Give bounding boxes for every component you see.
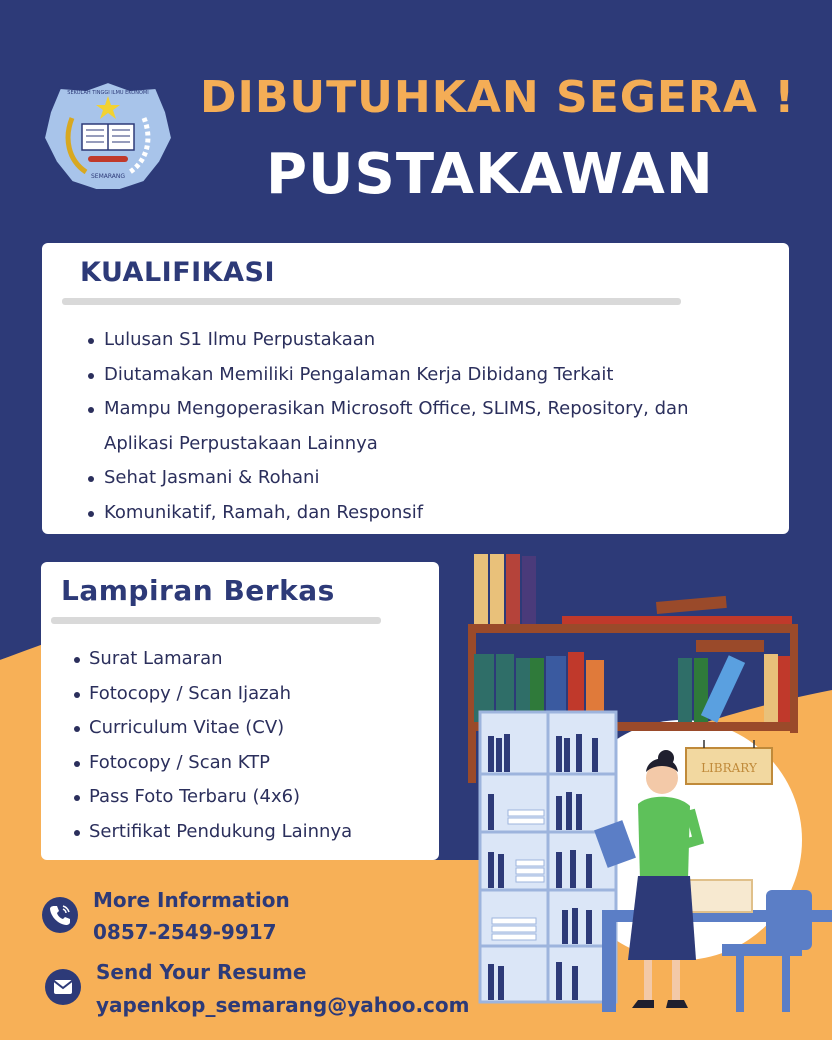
list-item: Sehat Jasmani & Rohani [104, 461, 688, 496]
logo-bottom-text: SEMARANG [90, 173, 126, 180]
list-item: Fotocopy / Scan KTP [89, 746, 352, 781]
list-item: Sertifikat Pendukung Lainnya [89, 815, 352, 850]
school-emblem-icon [40, 78, 176, 194]
list-item: Komunikatif, Ramah, dan Responsif [104, 496, 688, 531]
headline: DIBUTUHKAN SEGERA ! [200, 72, 796, 123]
list-item: Pass Foto Terbaru (4x6) [89, 780, 352, 815]
email-address[interactable]: yapenkop_semarang@yahoo.com [96, 993, 470, 1017]
lampiran-list [89, 642, 352, 849]
lampiran-divider [51, 617, 381, 624]
mail-icon [45, 969, 81, 1005]
list-item-continuation: Aplikasi Perpustakaan Lainnya [104, 432, 378, 454]
list-item: Fotocopy / Scan Ijazah [89, 677, 352, 712]
send-resume-label: Send Your Resume [96, 960, 307, 984]
logo-arc-text: SEKOLAH TINGGI ILMU EKONOMI [67, 90, 149, 96]
list-item: Curriculum Vitae (CV) [89, 711, 352, 746]
kualifikasi-card [42, 243, 789, 534]
list-item: Lulusan S1 Ilmu Perpustakaan [104, 323, 688, 358]
more-info-label: More Information [93, 888, 290, 912]
lampiran-card [41, 562, 439, 860]
list-item: Surat Lamaran [89, 642, 352, 677]
library-sign: LIBRARY [701, 761, 757, 775]
list-item: Mampu Mengoperasikan Microsoft Office, SLIMS, Repository, dan [104, 392, 688, 427]
list-item: Diutamakan Memiliki Pengalaman Kerja Dibidang Terkait [104, 358, 688, 393]
kualifikasi-title: KUALIFIKASI [80, 257, 275, 288]
position-title: PUSTAKAWAN [266, 142, 714, 207]
librarian-illustration [452, 540, 832, 1040]
kualifikasi-divider [62, 298, 681, 305]
kualifikasi-list [104, 323, 688, 530]
phone-icon [42, 897, 78, 933]
lampiran-title: Lampiran Berkas [61, 574, 335, 607]
phone-number[interactable]: 0857-2549-9917 [93, 920, 277, 944]
school-logo [40, 78, 176, 194]
